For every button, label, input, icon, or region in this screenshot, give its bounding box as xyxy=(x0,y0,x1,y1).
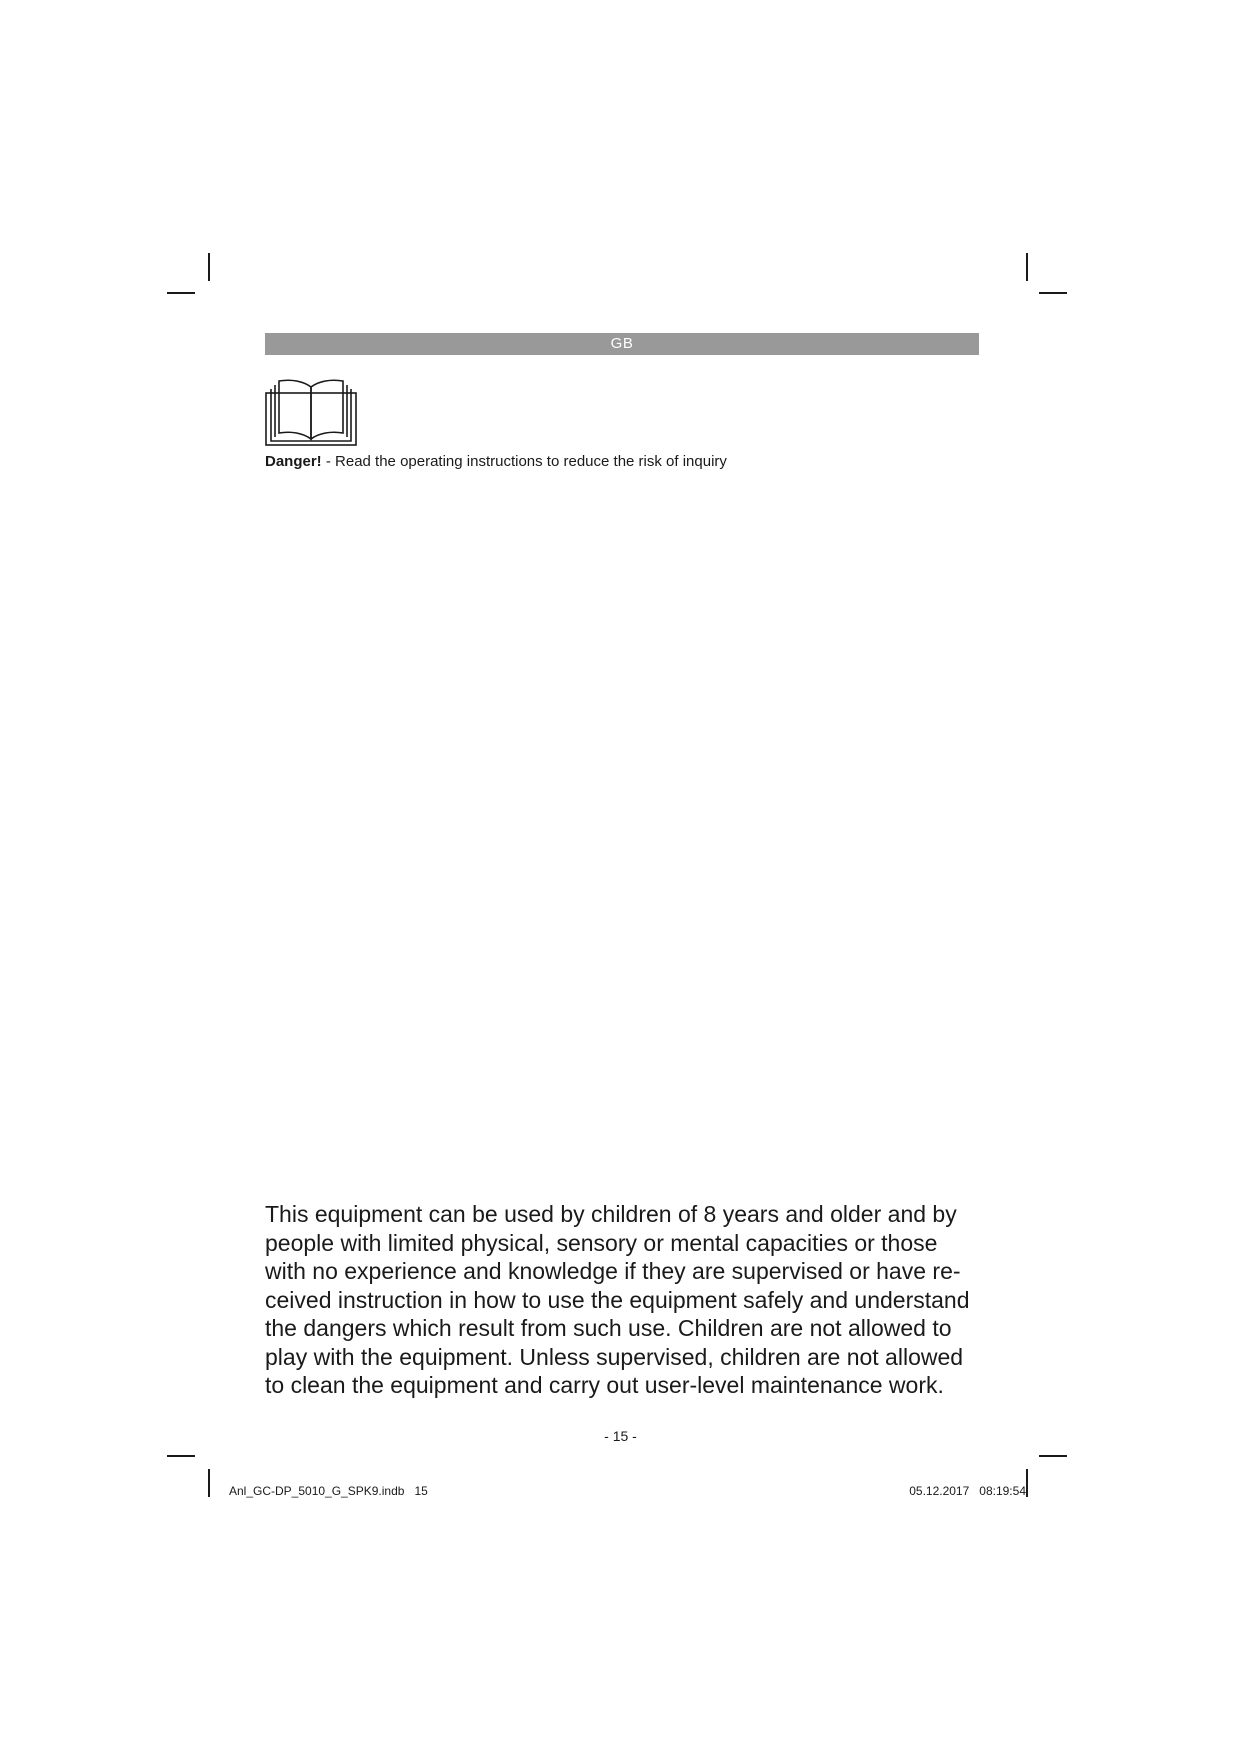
danger-label: Danger! xyxy=(265,453,322,470)
crop-mark-top-left-horizontal xyxy=(167,292,195,294)
danger-text: - Read the operating instructions to reduce the risk of inquiry xyxy=(321,453,727,470)
crop-mark-top-right-horizontal xyxy=(1039,292,1067,294)
print-date: 05.12.2017 xyxy=(909,1484,970,1498)
danger-warning xyxy=(265,452,727,472)
safety-paragraph xyxy=(265,1200,985,1400)
print-time: 08:19:54 xyxy=(979,1484,1026,1498)
crop-mark-top-right-vertical xyxy=(1026,253,1028,281)
paragraph-line: This equipment can be used by children of 8 years and older and by xyxy=(265,1201,957,1227)
file-slug-text: Anl_GC-DP_5010_G_SPK9.indb 15 xyxy=(229,1484,428,1498)
paragraph-line: ceived instruction in how to use the equipment safely and understand xyxy=(265,1286,970,1313)
file-slug xyxy=(229,1484,428,1498)
paragraph-line: with no experience and knowledge if they are supervised or have re- xyxy=(265,1258,961,1284)
paragraph-line: people with limited physical, sensory or mental capacities or those xyxy=(265,1229,938,1256)
paragraph-line: to clean the equipment and carry out user-level maintenance work. xyxy=(265,1372,944,1398)
language-code: GB xyxy=(610,335,634,352)
print-timestamp xyxy=(909,1484,1026,1498)
paragraph-line: the dangers which result from such use. Children are not allowed to xyxy=(265,1315,952,1341)
page-number: - 15 - xyxy=(604,1428,637,1444)
open-book-icon xyxy=(265,379,357,446)
crop-mark-bottom-right-horizontal xyxy=(1039,1455,1067,1457)
crop-mark-top-left-vertical xyxy=(208,253,210,281)
paragraph-line: play with the equipment. Unless supervised, children are not allowed xyxy=(265,1343,964,1370)
crop-mark-bottom-right-vertical xyxy=(1026,1469,1028,1497)
crop-mark-bottom-left-horizontal xyxy=(167,1455,195,1457)
language-header-bar xyxy=(265,333,979,355)
crop-mark-bottom-left-vertical xyxy=(208,1469,210,1497)
